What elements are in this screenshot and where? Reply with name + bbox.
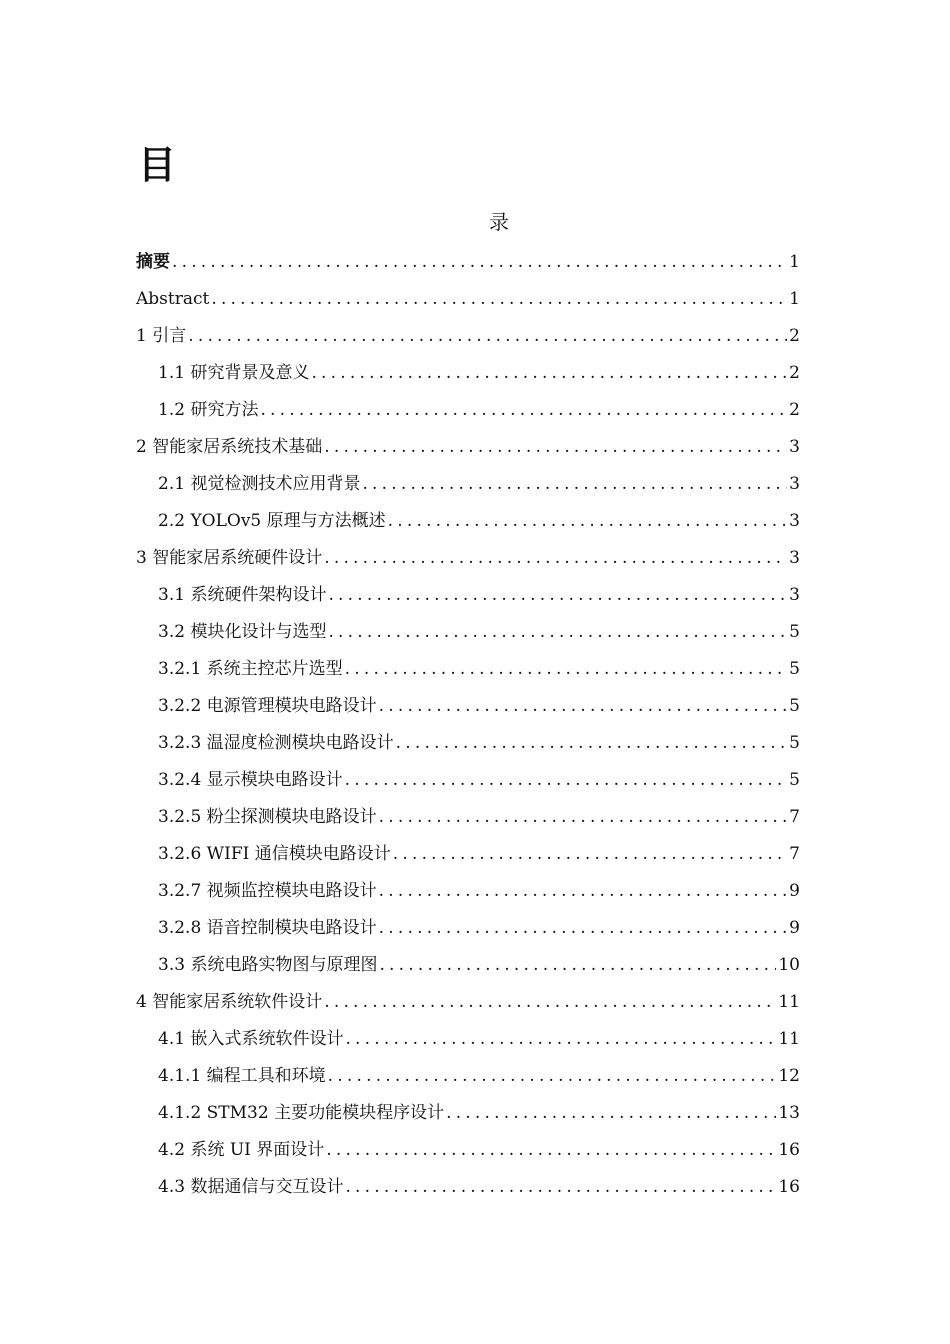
toc-entry-title: 2 智能家居系统技术基础	[136, 437, 323, 457]
dot-leader	[328, 1058, 777, 1095]
toc-entry-title: 4.2 系统 UI 界面设计	[158, 1140, 325, 1160]
dot-leader	[260, 392, 787, 429]
toc-entry[interactable]	[136, 318, 800, 355]
toc-entry-page-number: 3	[789, 511, 800, 531]
toc-entry-title: 2.2 YOLOv5 原理与方法概述	[158, 511, 386, 531]
toc-entry-page-number: 16	[778, 1177, 800, 1197]
dot-leader	[388, 503, 788, 540]
toc-entry[interactable]	[136, 466, 800, 503]
toc-entry-page-number: 1	[789, 252, 800, 272]
toc-entry[interactable]	[136, 799, 800, 836]
toc-entry[interactable]	[136, 1021, 800, 1058]
toc-entry-page-number: 5	[789, 733, 800, 753]
dot-leader	[328, 614, 787, 651]
toc-entry-page-number: 5	[789, 770, 800, 790]
dot-leader	[324, 429, 787, 466]
toc-entry-page-number: 3	[789, 548, 800, 568]
toc-entry-page-number: 1	[789, 289, 800, 309]
dot-leader	[345, 1021, 776, 1058]
toc-entry[interactable]	[136, 725, 800, 762]
dot-leader	[379, 947, 776, 984]
toc-entry[interactable]	[136, 540, 800, 577]
dot-leader	[379, 799, 788, 836]
toc-entry-title: 3.1 系统硬件架构设计	[158, 585, 327, 605]
toc-entry[interactable]	[136, 1169, 800, 1206]
dot-leader	[396, 725, 788, 762]
dot-leader	[324, 984, 776, 1021]
toc-entry[interactable]	[136, 836, 800, 873]
toc-entry-page-number: 7	[789, 807, 800, 827]
toc-entry[interactable]	[136, 1058, 800, 1095]
toc-entry-title: 3.2.7 视频监控模块电路设计	[158, 881, 377, 901]
dot-leader	[446, 1095, 776, 1132]
dot-leader	[326, 1132, 776, 1169]
toc-entry-title: 4.1.1 编程工具和环境	[158, 1066, 326, 1086]
toc-heading-first-char: 目	[138, 143, 177, 187]
toc-entry-title: 4.1 嵌入式系统软件设计	[158, 1029, 344, 1049]
toc-entry-title: 3.2.4 显示模块电路设计	[158, 770, 343, 790]
toc-entry-page-number: 5	[789, 622, 800, 642]
toc-entry-title: 3.2.5 粉尘探测模块电路设计	[158, 807, 377, 827]
dot-leader	[172, 244, 787, 281]
toc-entry[interactable]	[136, 614, 800, 651]
dot-leader	[379, 910, 788, 947]
toc-entry-title: 3.2 模块化设计与选型	[158, 622, 327, 642]
toc-entry[interactable]	[136, 392, 800, 429]
toc-entry-page-number: 9	[789, 881, 800, 901]
toc-entry[interactable]	[136, 651, 800, 688]
toc-entry-title: 2.1 视觉检测技术应用背景	[158, 474, 361, 494]
dot-leader	[345, 651, 788, 688]
toc-entry-title: 3 智能家居系统硬件设计	[136, 548, 323, 568]
toc-entry-page-number: 3	[789, 585, 800, 605]
toc-entry-page-number: 7	[789, 844, 800, 864]
toc-entry[interactable]	[136, 873, 800, 910]
toc-entry-page-number: 5	[789, 659, 800, 679]
toc-entry-page-number: 3	[789, 474, 800, 494]
toc-entry-title: 4.3 数据通信与交互设计	[158, 1177, 344, 1197]
toc-entry-page-number: 12	[778, 1066, 800, 1086]
toc-heading-second-char: 录	[489, 210, 509, 234]
toc-entry-page-number: 9	[789, 918, 800, 938]
toc-entry-title: 3.3 系统电路实物图与原理图	[158, 955, 378, 975]
toc-entry-title: 3.2.3 温湿度检测模块电路设计	[158, 733, 394, 753]
dot-leader	[188, 318, 787, 355]
toc-entry[interactable]	[136, 577, 800, 614]
toc-entry[interactable]	[136, 355, 800, 392]
dot-leader	[345, 1169, 776, 1206]
toc-entry[interactable]	[136, 1095, 800, 1132]
toc-entry[interactable]	[136, 244, 800, 281]
dot-leader	[328, 577, 787, 614]
toc-entry-page-number: 13	[778, 1103, 800, 1123]
toc-entry[interactable]	[136, 947, 800, 984]
toc-entry[interactable]	[136, 281, 800, 318]
toc-entry-title: 1.1 研究背景及意义	[158, 363, 310, 383]
toc-entry-page-number: 10	[778, 955, 800, 975]
toc-entry[interactable]	[136, 762, 800, 799]
toc-entry-page-number: 16	[778, 1140, 800, 1160]
toc-entry-page-number: 2	[789, 400, 800, 420]
dot-leader	[311, 355, 787, 392]
dot-leader	[379, 873, 788, 910]
toc-entry-title: 4 智能家居系统软件设计	[136, 992, 323, 1012]
toc-entry[interactable]	[136, 910, 800, 947]
dot-leader	[393, 836, 787, 873]
dot-leader	[211, 281, 787, 318]
toc-entry[interactable]	[136, 984, 800, 1021]
dot-leader	[379, 688, 788, 725]
toc-entry-title: 3.2.1 系统主控芯片选型	[158, 659, 343, 679]
toc-entry-page-number: 11	[778, 1029, 800, 1049]
toc-entry-title: 摘要	[136, 252, 170, 272]
toc-entry[interactable]	[136, 688, 800, 725]
toc-entry[interactable]	[136, 1132, 800, 1169]
dot-leader	[362, 466, 787, 503]
toc-entry-title: 1 引言	[136, 326, 187, 346]
toc-entry-title: 4.1.2 STM32 主要功能模块程序设计	[158, 1103, 445, 1123]
toc-entry-page-number: 5	[789, 696, 800, 716]
toc-entry-page-number: 11	[778, 992, 800, 1012]
toc-entry-title: Abstract	[136, 289, 210, 309]
toc-entry-title: 3.2.2 电源管理模块电路设计	[158, 696, 377, 716]
toc-entry-page-number: 2	[789, 363, 800, 383]
dot-leader	[324, 540, 787, 577]
dot-leader	[345, 762, 788, 799]
table-of-contents	[136, 244, 800, 1206]
toc-entry[interactable]	[136, 429, 800, 466]
toc-entry-page-number: 3	[789, 437, 800, 457]
toc-entry[interactable]	[136, 503, 800, 540]
toc-entry-title: 3.2.6 WIFI 通信模块电路设计	[158, 844, 391, 864]
toc-entry-title: 1.2 研究方法	[158, 400, 259, 420]
toc-entry-title: 3.2.8 语音控制模块电路设计	[158, 918, 377, 938]
toc-entry-page-number: 2	[789, 326, 800, 346]
